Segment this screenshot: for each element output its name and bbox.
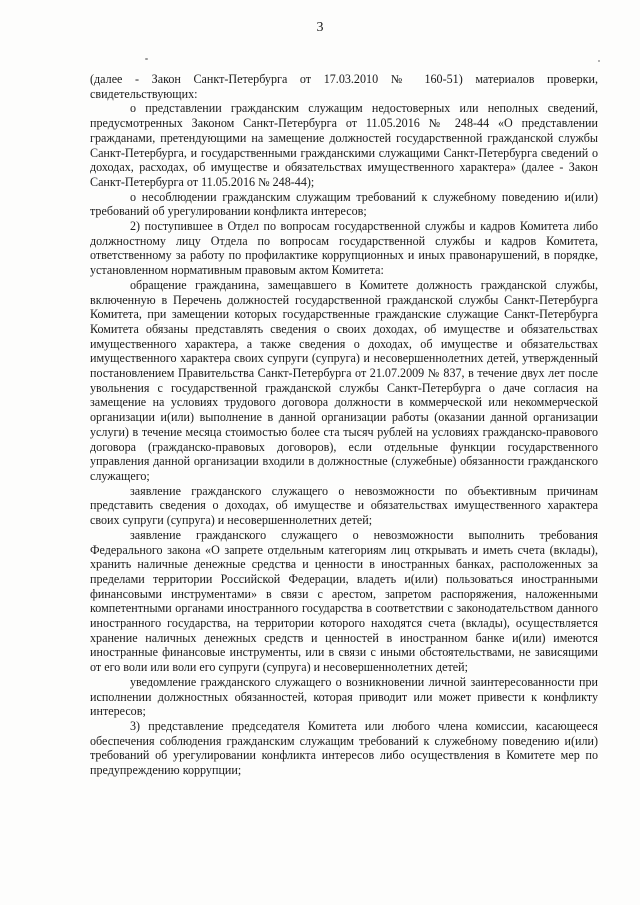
- page-number: 3: [316, 20, 324, 35]
- paragraph: 2) поступившее в Отдел по вопросам государственной службы и кадров Комитета либо должностному лицу Отдела по вопросам государственной службы и кадров Комитета, ответственному за работу по профилактике коррупционных и иных правонарушений, в порядке, установленном нормативным правовым актом Комитета:: [90, 219, 598, 278]
- paragraph: о представлении гражданским служащим недостоверных или неполных сведений, предусмотренных Законом Санкт-Петербурга от 11.05.2016 № 248-44 «О представлении гражданами, претендующими на замещение должностей государственной гражданской службы Санкт-Петербурга, и государственными гражданскими служащими Санкт-Петербурга сведений о доходах, расходах, об имуществе и обязательствах имущественного характера» (далее - Закон Санкт-Петербурга от 11.05.2016 № 248-44);: [90, 101, 598, 189]
- paragraph: (далее - Закон Санкт-Петербурга от 17.03.2010 № 160-51) материалов проверки, свидетельствующих:: [90, 72, 598, 101]
- paragraph: о несоблюдении гражданским служащим требований к служебному поведению и(или) требований об урегулировании конфликта интересов;: [90, 189, 598, 219]
- paragraph: 3) представление председателя Комитета или любого члена комиссии, касающееся обеспечения соблюдения гражданским служащим требований к служебному поведению и(или) требований об урегулировании конфликта интересов либо осуществления в Комитете мер по предупреждению коррупции;: [90, 718, 598, 778]
- paragraph: заявление гражданского служащего о невозможности по объективным причинам представить сведения о доходах, об имуществе и обязательствах имущественного характера своих супруги (супруга) и несовершеннолетних детей;: [90, 483, 598, 528]
- paragraph: заявление гражданского служащего о невозможности выполнить требования Федерального закона «О запрете отдельным категориям лиц открывать и иметь счета (вклады), хранить наличные денежные средства и ценности в иностранных банках, расположенных за пределами территории Российской Федерации, владеть и(или) пользоваться иностранными финансовыми инструментами» в связи с арестом, запретом распоряжения, наложенными компетентными органами иностранного государства в соответствии с законодательством данного иностранного государства, на территории которого находятся счета (вклады), осуществляется хранение наличных денежных средств и ценностей в иностранном банке и(или) имеются иностранные финансовые инструменты, или в связи с иными обстоятельствами, не зависящими от его воли или воли его супруги (супруга) и несовершеннолетних детей;: [90, 527, 598, 675]
- paragraph: обращение гражданина, замещавшего в Комитете должность гражданской службы, включенную в Перечень должностей государственной гражданской службы Санкт-Петербурга Комитета, при замещении которых государственные гражданские служащие Санкт-Петербурга Комитета обязаны представлять сведения о своих доходах, об имуществе и обязательствах имущественного характера, а также сведения о доходах, об имуществе и обязательствах имущественного характера своих супруги (супруга) и несовершеннолетних детей, утвержденный постановлением Правительства Санкт-Петербурга от 21.07.2009 № 837, в течение двух лет после увольнения с государственной гражданской службы Санкт-Петербурга о даче согласия на замещение на условиях трудового договора должности в коммерческой или некоммерческой организации и(или) выполнение в данной организации работы (оказании данной организации услуги) в течение месяца стоимостью более ста тысяч рублей на условиях гражданско-правового договора (гражданско-правовых договоров), если отдельные функции государственного управления данной организации входили в должностные (служебные) обязанности гражданского служащего;: [90, 277, 598, 483]
- paragraph: уведомление гражданского служащего о возникновении личной заинтересованности при исполнении должностных обязанностей, которая приводит или может привести к конфликту интересов;: [90, 674, 598, 719]
- scan-speck: [598, 60, 600, 62]
- scan-speck: [145, 58, 148, 60]
- body-text: [90, 72, 598, 778]
